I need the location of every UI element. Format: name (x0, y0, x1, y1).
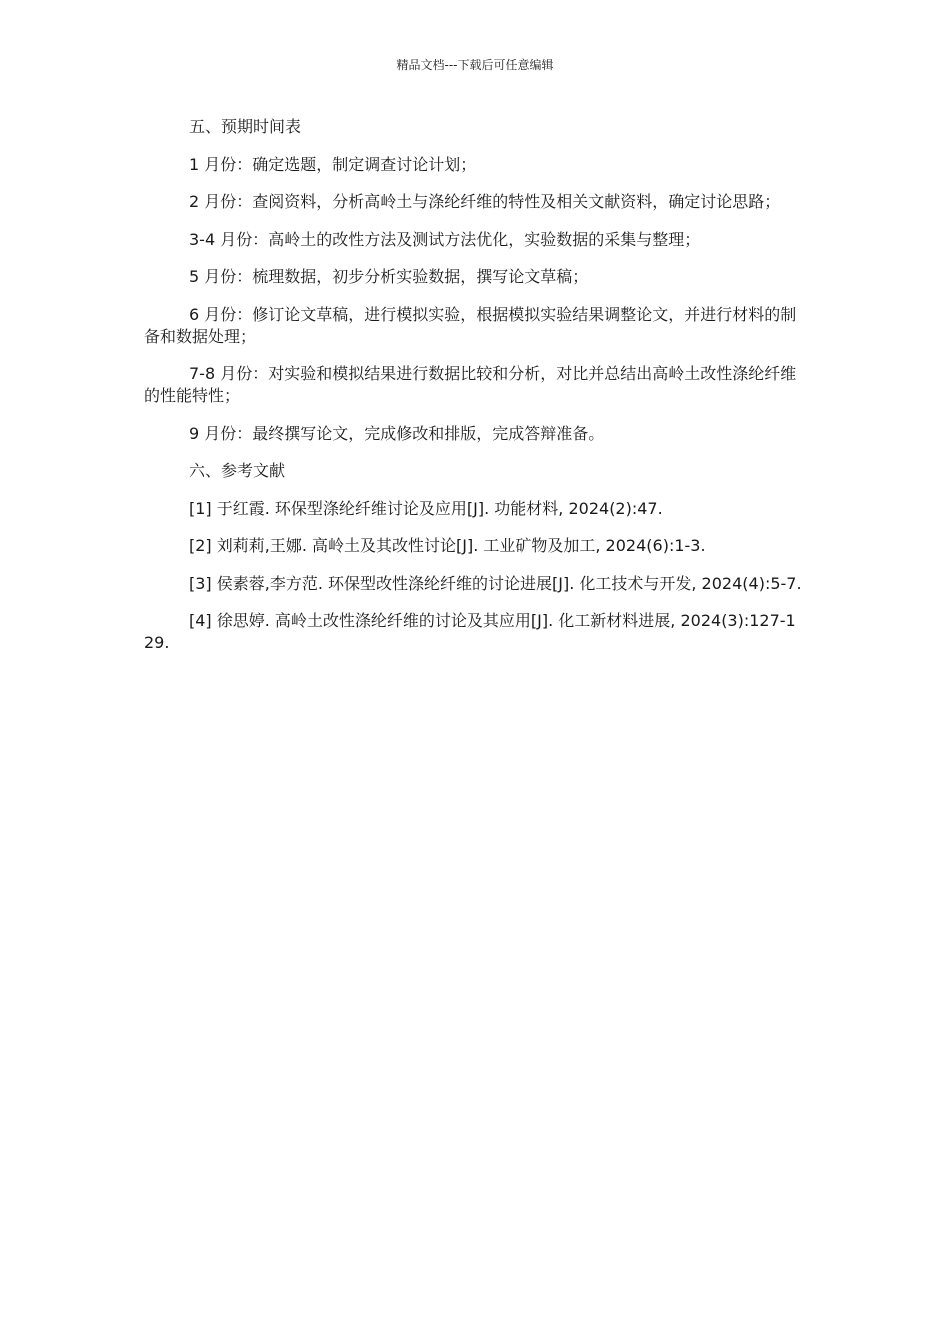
section-heading-references: 六、参考文献 (189, 461, 286, 480)
schedule-item: 5 月份：梳理数据，初步分析实验数据，撰写论文草稿； (189, 267, 589, 286)
schedule-item: 3-4 月份：高岭土的改性方法及测试方法优化，实验数据的采集与整理； (189, 229, 701, 249)
section-heading-schedule: 五、预期时间表 (189, 117, 302, 136)
reference-item: [4] 徐思婷. 高岭土改性涤纶纤维的讨论及其应用[J]. 化工新材料进展, 2024(3):127-129. (144, 611, 796, 652)
document-body (144, 116, 804, 670)
reference-item: [3] 侯素蓉,李方范. 环保型改性涤纶纤维的讨论进展[J]. 化工技术与开发, 2024(4):5-7. (189, 573, 802, 593)
reference-item: [2] 刘莉莉,王娜. 高岭土及其改性讨论[J]. 工业矿物及加工, 2024(6):1-3. (189, 536, 706, 555)
schedule-item: 2 月份：查阅资料，分析高岭土与涤纶纤维的特性及相关文献资料，确定讨论思路； (189, 192, 781, 211)
schedule-item: 6 月份：修订论文草稿，进行模拟实验，根据模拟实验结果调整论文，并进行材料的制备和数据处理； (144, 304, 797, 346)
reference-item: [1] 于红霞. 环保型涤纶纤维讨论及应用[J]. 功能材料, 2024(2):47. (189, 498, 663, 518)
schedule-item: 9 月份：最终撰写论文，完成修改和排版，完成答辩准备。 (189, 423, 605, 443)
page-header: 精品文档---下载后可任意编辑 (396, 58, 554, 72)
schedule-item: 7-8 月份：对实验和模拟结果进行数据比较和分析，对比并总结出高岭土改性涤纶纤维的性能特性； (144, 364, 797, 405)
schedule-item: 1 月份：确定选题，制定调查讨论计划； (189, 154, 477, 174)
